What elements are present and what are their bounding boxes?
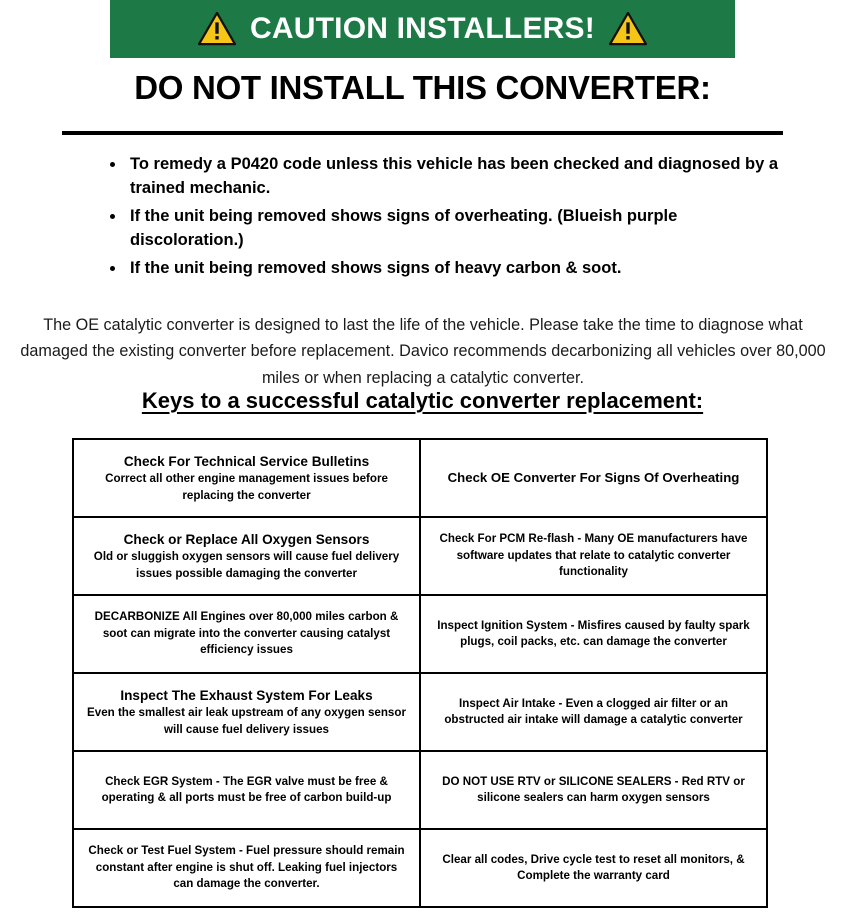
cell-title: Check OE Converter For Signs Of Overheating xyxy=(447,469,740,485)
cell-title: Check For Technical Service Bulletins xyxy=(123,453,370,469)
keys-table xyxy=(72,438,768,908)
cell-title: Inspect The Exhaust System For Leaks xyxy=(120,687,373,703)
cell-body: DO NOT USE RTV or SILICONE SEALERS - Red RTV or silicone sealers can harm oxygen sensors xyxy=(442,774,745,804)
table-cell-left xyxy=(73,673,420,751)
table-cell-right xyxy=(420,517,767,595)
cell-body: Correct all other engine management issues before replacing the converter xyxy=(105,472,388,502)
list-item: • If the unit being removed shows signs of overheating. (Blueish purple discoloration.) xyxy=(126,204,786,253)
table-row xyxy=(73,517,767,595)
table-row xyxy=(73,673,767,751)
table-cell-right xyxy=(420,829,767,907)
caution-title: CAUTION INSTALLERS! xyxy=(250,12,595,45)
cell-body: Old or sluggish oxygen sensors will cause fuel delivery issues possible damaging the converter xyxy=(93,550,400,580)
caution-banner xyxy=(110,0,735,58)
cell-body: Check or Test Fuel System - Fuel pressure should remain constant after engine is shut off. Leaking fuel injectors can damage the converter. xyxy=(88,844,405,891)
keys-heading: Keys to a successful catalytic converter replacement: xyxy=(141,388,704,413)
horizontal-divider xyxy=(62,131,783,135)
table-cell-left xyxy=(73,517,420,595)
table-cell-right xyxy=(420,673,767,751)
table-row xyxy=(73,595,767,673)
cell-body: Clear all codes, Drive cycle test to reset all monitors, & Complete the warranty card xyxy=(442,852,745,882)
warning-triangle-icon xyxy=(609,12,647,46)
table-cell-left xyxy=(73,751,420,829)
table-row xyxy=(73,829,767,907)
cell-body: Check For PCM Re-flash - Many OE manufacturers have software updates that relate to catalytic converter functionality xyxy=(439,532,748,579)
cell-body: Inspect Ignition System - Misfires caused by faulty spark plugs, coil packs, etc. can damage the converter xyxy=(437,618,750,648)
cell-body: Inspect Air Intake - Even a clogged air filter or an obstructed air intake will damage a catalytic converter xyxy=(444,696,743,726)
table-cell-right xyxy=(420,751,767,829)
table-cell-left xyxy=(73,595,420,673)
body-paragraph: The OE catalytic converter is designed to last the life of the vehicle. Please take the time to diagnose what damaged the existing converter before replacement. Davico recommends decarbonizing all vehicles over 80,000 miles or when replacing a catalytic converter. xyxy=(20,316,826,387)
list-item: • If the unit being removed shows signs of heavy carbon & soot. xyxy=(126,256,786,280)
list-item: • To remedy a P0420 code unless this vehicle has been checked and diagnosed by a trained mechanic. xyxy=(126,152,786,201)
table-cell-right xyxy=(420,439,767,517)
table-row xyxy=(73,439,767,517)
warning-bullet-list xyxy=(96,152,786,283)
table-cell-left xyxy=(73,439,420,517)
cell-title: Check or Replace All Oxygen Sensors xyxy=(123,531,370,547)
table-row xyxy=(73,751,767,829)
table-cell-left xyxy=(73,829,420,907)
page-title: DO NOT INSTALL THIS CONVERTER: xyxy=(134,69,711,106)
cell-body: Even the smallest air leak upstream of any oxygen sensor will cause fuel delivery issues xyxy=(87,706,406,736)
table-cell-right xyxy=(420,595,767,673)
warning-triangle-icon xyxy=(198,12,236,46)
cell-body: DECARBONIZE All Engines over 80,000 miles carbon & soot can migrate into the converter causing catalyst efficiency issues xyxy=(94,610,399,657)
cell-body: Check EGR System - The EGR valve must be free & operating & all ports must be free of carbon build-up xyxy=(101,774,392,804)
